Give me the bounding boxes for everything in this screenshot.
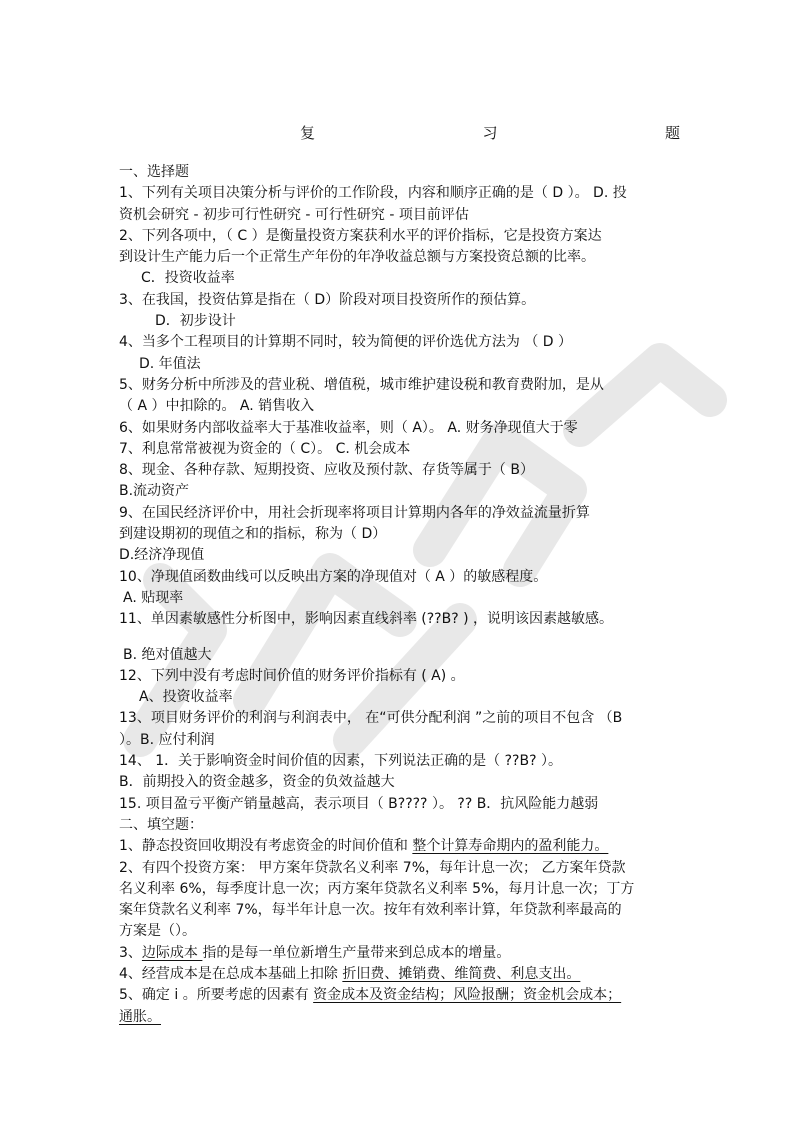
answer-line: D.经济净现值 — [119, 547, 205, 564]
fill-line — [119, 985, 679, 1006]
question-line: 13、项目财务评价的利润与利润表中， 在“可供分配利润 ”之前的项目不包含 （B — [119, 710, 623, 727]
fill-text: 4、经营成本是在总成本基础上扣除 — [119, 965, 343, 982]
fill-line: 2、有四个投资方案： 甲方案年贷款名义利率 7%，每年计息一次； 乙方案年贷款 — [119, 859, 626, 876]
section-heading-fill: 二、填空题： — [119, 816, 203, 833]
answer-line: D．初步设计 — [155, 313, 236, 330]
title-char-3: 题 — [664, 124, 680, 142]
question-line: 3、在我国，投资估算是指在（ D）阶段对项目投资所作的预估算。 — [119, 291, 536, 308]
question-line: ）。B. 应付利润 — [119, 731, 215, 748]
fill-line: 名义利率 6%，每季度计息一次；丙方案年贷款名义利率 5%，每月计息一次；丁方 — [119, 880, 635, 897]
question-line: 2、下列各项中，（ C ）是衡量投资方案获利水平的评价指标，它是投资方案达 — [119, 227, 602, 244]
question-line: 7、利息常常被视为资金的（ C）。 C. 机会成本 — [119, 440, 411, 457]
answer-line: B. 绝对值越大 — [123, 646, 212, 663]
fill-line — [119, 943, 679, 964]
fill-answer: 通胀。 — [119, 1008, 161, 1025]
fill-answer: 资金成本及资金结构；风险报酬；资金机会成本； — [313, 987, 622, 1004]
answer-line: B.流动资产 — [119, 483, 190, 500]
question-line: 8、现金、各种存款、短期投资、应收及预付款、存货等属于（ B） — [119, 462, 534, 479]
question-line: 9、在国民经济评价中，用社会折现率将项目计算期内各年的净效益流量折算 — [119, 504, 590, 521]
fill-line — [119, 836, 679, 857]
question-line: 11、单因素敏感性分析图中，影响因素直线斜率 (??B? ) ，说明该因素越敏感。 — [119, 611, 613, 628]
question-line: 1、下列有关项目决策分析与评价的工作阶段，内容和顺序正确的是（ D ）。 D. 投 — [119, 185, 627, 202]
answer-line: D. 年值法 — [139, 355, 201, 372]
question-line: 5、财务分析中所涉及的营业税、增值税，城市维护建设税和教育费附加，是从 — [119, 376, 604, 393]
document-body — [119, 162, 679, 1028]
page-title — [300, 122, 680, 143]
question-line: 10、净现值函数曲线可以反映出方案的净现值对（ A ）的敏感程度。 — [119, 568, 548, 585]
fill-answer: 整个计算寿命期内的盈利能力。 — [412, 838, 609, 855]
fill-text: 指的是每一单位新增生产量带来到总成本的增量。 — [202, 944, 511, 961]
question-line: 12、下列中没有考虑时间价值的财务评价指标有 ( A) 。 — [119, 667, 465, 684]
answer-line: A、投资收益率 — [139, 689, 233, 706]
fill-text: 1、静态投资回收期没有考虑资金的时间价值和 — [119, 838, 413, 855]
question-line: 15. 项目盈亏平衡产销量越高，表示项目（ B???? ）。 ?? B．抗风险能力越弱 — [119, 795, 599, 812]
question-line: 资机会研究 - 初步可行性研究 - 可行性研究 - 项目前评估 — [119, 206, 469, 223]
question-line: 14、 1．关于影响资金时间价值的因素，下列说法正确的是（ ??B? ）。 — [119, 753, 562, 770]
fill-line: 方案是（）。 — [119, 923, 196, 940]
question-line: 4、当多个工程项目的计算期不同时，较为简便的评价选优方法为 （ D ） — [119, 334, 573, 351]
spacer — [119, 631, 679, 645]
fill-line: 案年贷款名义利率 7%，每半年计息一次。按年有效利率计算，年贷款利率最高的 — [119, 902, 622, 919]
fill-line — [119, 1007, 679, 1028]
fill-answer: 边际成本 — [141, 944, 203, 961]
question-line: （ A ）中扣除的。 A. 销售收入 — [119, 398, 315, 415]
question-line: 6、如果财务内部收益率大于基准收益率，则（ A）。 A. 财务净现值大于零 — [119, 419, 578, 436]
answer-line: A. 贴现率 — [123, 589, 184, 606]
fill-answer: 折旧费、摊销费、维简费、利息支出。 — [342, 965, 581, 982]
section-heading-choice: 一、选择题 — [119, 164, 189, 180]
fill-line — [119, 964, 679, 985]
question-line: 到设计生产能力后一个正常生产年份的年净收益总额与方案投资总额的比率。 — [119, 249, 595, 266]
answer-line: C．投资收益率 — [141, 270, 235, 287]
fill-text: 5、确定 i 。所要考虑的因素有 — [119, 987, 314, 1004]
question-line: 到建设期初的现值之和的指标，称为（ D） — [119, 526, 387, 543]
title-char-1: 复 — [300, 124, 316, 142]
title-char-2: 习 — [482, 124, 498, 142]
fill-text: 3、 — [119, 944, 142, 961]
answer-line: B．前期投入的资金越多，资金的负效益越大 — [119, 774, 395, 791]
